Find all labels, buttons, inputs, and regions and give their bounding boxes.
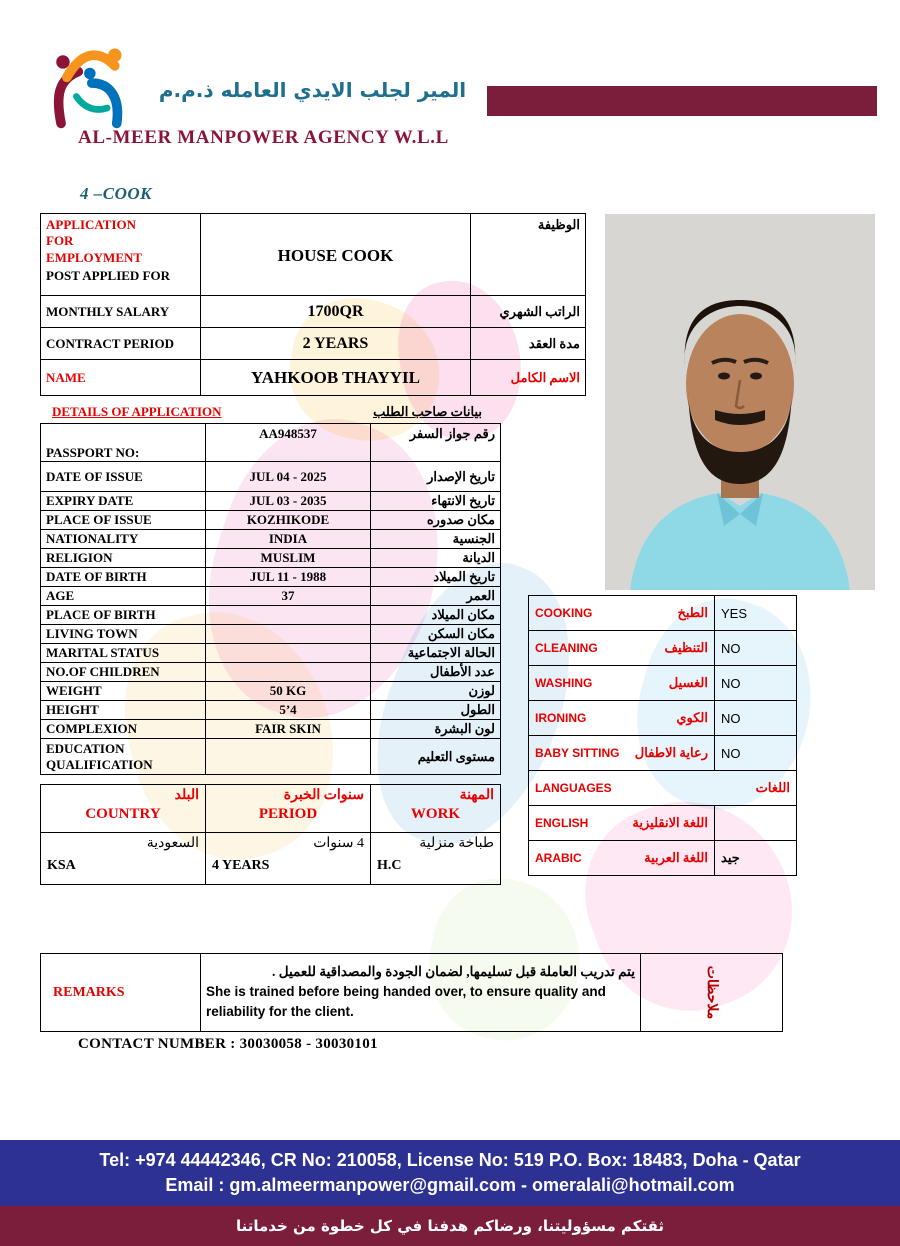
field-label-arabic: العمر xyxy=(371,587,501,606)
experience-header-country xyxy=(41,785,206,833)
remarks-table xyxy=(40,953,783,1032)
table-row xyxy=(41,587,501,606)
field-label: PASSPORT NO: xyxy=(41,424,206,462)
salary-value: 1700QR xyxy=(201,296,471,328)
field-label: RELIGION xyxy=(41,549,206,568)
field-label-arabic: عدد الأطفال xyxy=(371,663,501,682)
languages-label: LANGUAGES xyxy=(535,781,612,795)
skill-label-arabic: الكوي xyxy=(676,710,708,725)
field-value: INDIA xyxy=(206,530,371,549)
experience-header-work xyxy=(371,785,501,833)
contract-value: 2 YEARS xyxy=(201,328,471,360)
header-period-en: PERIOD xyxy=(258,806,318,822)
details-table xyxy=(40,423,501,775)
post-applied-label-black: POST APPLIED FOR xyxy=(46,267,171,283)
skill-value: NO xyxy=(715,736,797,771)
experience-country-arabic: السعودية xyxy=(146,836,199,851)
skill-label: BABY SITTING xyxy=(535,746,620,760)
table-row xyxy=(41,360,586,396)
skill-cleaning xyxy=(529,631,715,666)
skill-washing xyxy=(529,666,715,701)
post-applied-value: HOUSE COOK xyxy=(201,214,471,296)
skill-label-arabic: رعاية الاطفال xyxy=(634,745,708,760)
name-value: YAHKOOB THAYYIL xyxy=(201,360,471,396)
table-row xyxy=(41,663,501,682)
experience-work-arabic: طباخة منزلية xyxy=(419,836,494,851)
language-label: ENGLISH xyxy=(535,816,589,830)
field-label: MARITAL STATUS xyxy=(41,644,206,663)
skill-cooking xyxy=(529,596,715,631)
field-label-arabic: تاريخ الانتهاء xyxy=(371,492,501,511)
table-row xyxy=(529,631,797,666)
language-label: ARABIC xyxy=(535,851,582,865)
field-label-arabic: الطول xyxy=(371,701,501,720)
field-label: AGE xyxy=(41,587,206,606)
skill-ironing xyxy=(529,701,715,736)
languages-header-row xyxy=(529,771,797,806)
contract-label: CONTRACT PERIOD xyxy=(41,328,201,360)
remarks-label-arabic: ملاحظات xyxy=(704,965,719,1020)
experience-table xyxy=(40,784,501,885)
name-label-arabic: الاسم الكامل xyxy=(471,360,586,396)
field-label: NATIONALITY xyxy=(41,530,206,549)
remarks-label-arabic-cell xyxy=(641,954,783,1032)
table-row xyxy=(41,720,501,739)
experience-header-period xyxy=(206,785,371,833)
footer-tagline-bar xyxy=(0,1206,900,1246)
field-value: JUL 04 - 2025 xyxy=(206,462,371,492)
footer-line-2: Email : gm.almeermanpower@gmail.com - omeralali@hotmail.com xyxy=(165,1175,735,1195)
header-work-arabic: المهنة xyxy=(459,788,494,803)
table-row xyxy=(41,530,501,549)
table-row xyxy=(41,568,501,587)
language-label-arabic: اللغة الانقليزية xyxy=(632,815,708,830)
field-value: 50 KG xyxy=(206,682,371,701)
language-value xyxy=(715,806,797,841)
table-row xyxy=(41,549,501,568)
agency-logo-icon xyxy=(38,36,134,134)
contact-number: CONTACT NUMBER : 30030058 - 30030101 xyxy=(78,1036,378,1052)
experience-period-arabic: 4 سنوات xyxy=(313,836,364,851)
field-label-arabic: لون البشرة xyxy=(371,720,501,739)
header-work-en: WORK xyxy=(410,806,461,822)
table-row xyxy=(41,511,501,530)
details-section xyxy=(40,404,500,885)
header-period-arabic: سنوات الخبرة xyxy=(283,788,364,803)
field-label-arabic: لوزن xyxy=(371,682,501,701)
skill-label: CLEANING xyxy=(535,641,598,655)
skill-label: IRONING xyxy=(535,711,587,725)
field-value xyxy=(206,625,371,644)
field-label: COMPLEXION xyxy=(41,720,206,739)
field-value: JUL 11 - 1988 xyxy=(206,568,371,587)
experience-work-en: H.C xyxy=(377,858,402,873)
field-label-arabic: الجنسية xyxy=(371,530,501,549)
field-label-arabic: الحالة الاجتماعية xyxy=(371,644,501,663)
table-row xyxy=(41,492,501,511)
table-row xyxy=(529,841,797,876)
remarks-text xyxy=(201,954,641,1032)
field-value xyxy=(206,739,371,775)
language-label-arabic: اللغة العربية xyxy=(644,850,708,865)
page-title: 4 –COOK xyxy=(80,184,152,203)
skill-value: NO xyxy=(715,666,797,701)
languages-label-arabic: اللغات xyxy=(755,780,790,795)
field-label-arabic: رقم جواز السفر xyxy=(371,424,501,462)
footer-line-1: Tel: +974 44442346, CR No: 210058, License No: 519 P.O. Box: 18483, Doha - Qatar xyxy=(99,1150,801,1170)
experience-country-en: KSA xyxy=(47,858,76,873)
field-label: EXPIRY DATE xyxy=(41,492,206,511)
field-label: PLACE OF BIRTH xyxy=(41,606,206,625)
skill-label-arabic: الطبخ xyxy=(677,605,708,620)
post-applied-label-red: APPLICATION FOR EMPLOYMENT xyxy=(46,217,143,265)
field-value xyxy=(206,644,371,663)
table-row xyxy=(41,424,501,462)
table-row xyxy=(41,328,586,360)
footer-contact-bar xyxy=(0,1140,900,1206)
name-label: NAME xyxy=(41,360,201,396)
skill-label-arabic: التنظيف xyxy=(664,640,708,655)
experience-work xyxy=(371,833,501,885)
field-label-arabic: الديانة xyxy=(371,549,501,568)
table-row xyxy=(41,833,501,885)
footer-tagline-arabic: ثقتكم مسؤوليتنا، ورضاكم هدفنا في كل خطوة من خدماتنا xyxy=(236,1217,664,1235)
experience-period xyxy=(206,833,371,885)
field-value: 5’4 xyxy=(206,701,371,720)
agency-name-arabic: المير لجلب الايدي العامله ذ.م.م xyxy=(158,78,467,102)
skill-value: NO xyxy=(715,701,797,736)
table-row xyxy=(41,682,501,701)
details-heading xyxy=(40,404,490,420)
field-label-arabic: مكان السكن xyxy=(371,625,501,644)
field-value xyxy=(206,606,371,625)
field-label: PLACE OF ISSUE xyxy=(41,511,206,530)
agency-name: AL-MEER MANPOWER AGENCY W.L.L xyxy=(78,127,449,148)
post-applied-label xyxy=(41,214,201,296)
skills-table xyxy=(528,595,797,876)
experience-country xyxy=(41,833,206,885)
table-row xyxy=(41,214,586,296)
skill-value: NO xyxy=(715,631,797,666)
applicant-photo xyxy=(605,214,875,590)
remarks-text-en: She is trained before being handed over, to ensure quality and reliability for the client. xyxy=(206,983,606,1019)
table-row xyxy=(41,954,783,1032)
details-heading-arabic: بيانات صاحب الطلب xyxy=(373,404,482,419)
table-row xyxy=(41,644,501,663)
skill-label-arabic: الغسيل xyxy=(668,675,708,690)
salary-label-arabic: الراتب الشهري xyxy=(471,296,586,328)
field-value: 37 xyxy=(206,587,371,606)
field-label: DATE OF BIRTH xyxy=(41,568,206,587)
field-label-arabic: مكان صدوره xyxy=(371,511,501,530)
language-english xyxy=(529,806,715,841)
skill-baby-sitting xyxy=(529,736,715,771)
field-value: KOZHIKODE xyxy=(206,511,371,530)
field-label-arabic: تاريخ الميلاد xyxy=(371,568,501,587)
field-label: NO.OF CHILDREN xyxy=(41,663,206,682)
field-label: EDUCATION QUALIFICATION xyxy=(41,739,206,775)
experience-period-en: 4 YEARS xyxy=(212,858,270,873)
table-row xyxy=(41,296,586,328)
field-label: DATE OF ISSUE xyxy=(41,462,206,492)
field-value: FAIR SKIN xyxy=(206,720,371,739)
salary-label: MONTHLY SALARY xyxy=(41,296,201,328)
table-row xyxy=(41,701,501,720)
header-country-arabic: البلد xyxy=(174,788,199,803)
table-row xyxy=(41,785,501,833)
application-table xyxy=(40,213,586,396)
table-row xyxy=(529,596,797,631)
field-label: WEIGHT xyxy=(41,682,206,701)
remarks-text-arabic: يتم تدريب العاملة قبل تسليمها, لضمان الجودة والمصداقية للعميل . xyxy=(272,963,635,979)
language-arabic xyxy=(529,841,715,876)
field-label-arabic: مستوى التعليم xyxy=(371,739,501,775)
contract-label-arabic: مدة العقد xyxy=(471,328,586,360)
language-value: جيد xyxy=(715,841,797,876)
table-row xyxy=(529,806,797,841)
field-value xyxy=(206,663,371,682)
field-label: HEIGHT xyxy=(41,701,206,720)
skill-label: COOKING xyxy=(535,606,593,620)
header-accent-bar xyxy=(487,86,877,116)
table-row xyxy=(41,462,501,492)
post-applied-label-arabic: الوظيفة xyxy=(471,214,586,296)
remarks-label: REMARKS xyxy=(41,954,201,1032)
field-label-arabic: مكان الميلاد xyxy=(371,606,501,625)
table-row xyxy=(41,606,501,625)
table-row xyxy=(41,625,501,644)
table-row xyxy=(41,739,501,775)
field-value: JUL 03 - 2035 xyxy=(206,492,371,511)
field-value: AA948537 xyxy=(206,424,371,462)
skill-label: WASHING xyxy=(535,676,593,690)
field-label: LIVING TOWN xyxy=(41,625,206,644)
header-country-en: COUNTRY xyxy=(85,806,161,822)
field-label-arabic: تاريخ الإصدار xyxy=(371,462,501,492)
table-row xyxy=(529,666,797,701)
table-row xyxy=(529,701,797,736)
table-row xyxy=(529,771,797,806)
table-row xyxy=(529,736,797,771)
details-heading-en: DETAILS OF APPLICATION xyxy=(52,404,222,419)
skill-value: YES xyxy=(715,596,797,631)
field-value: MUSLIM xyxy=(206,549,371,568)
